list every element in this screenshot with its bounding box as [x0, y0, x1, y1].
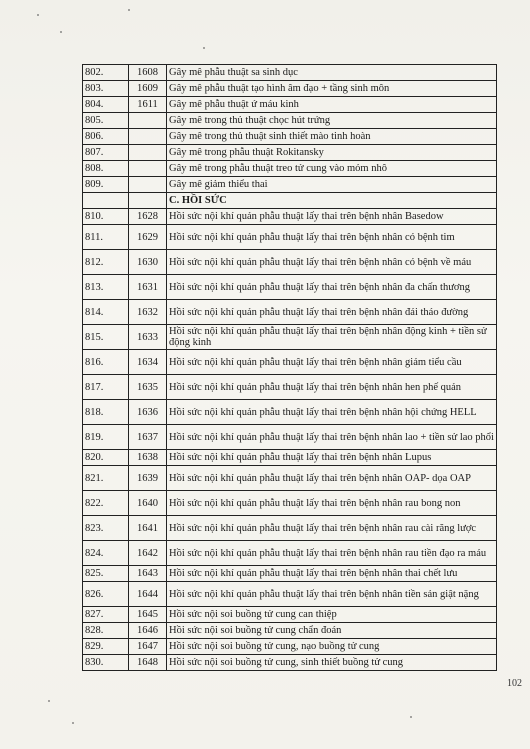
row-number: 830. [83, 655, 129, 671]
procedure-name: Gây mê trong phẫu thuật Rokitansky [167, 145, 497, 161]
procedure-name: Hồi sức nội khí quản phẫu thuật lấy thai trên bệnh nhân giảm tiểu cầu [167, 350, 497, 375]
procedure-code [129, 145, 167, 161]
procedure-code: 1644 [129, 582, 167, 607]
procedure-code [129, 193, 167, 209]
procedure-code: 1647 [129, 639, 167, 655]
procedure-name: Gây mê phẫu thuật tạo hình âm đạo + tầng sinh môn [167, 81, 497, 97]
scan-speck [128, 9, 130, 11]
table-row [83, 541, 497, 566]
row-number: 815. [83, 325, 129, 350]
scan-speck [37, 14, 39, 16]
table-row [83, 655, 497, 671]
procedure-code: 1638 [129, 450, 167, 466]
row-number: 809. [83, 177, 129, 193]
table-row [83, 400, 497, 425]
procedure-name: Hồi sức nội soi buồng tử cung can thiệp [167, 607, 497, 623]
procedure-name: Hồi sức nội khí quản phẫu thuật lấy thai trên bệnh nhân lao + tiền sử lao phổi [167, 425, 497, 450]
row-number: 805. [83, 113, 129, 129]
procedure-name: Hồi sức nội khí quản phẫu thuật lấy thai trên bệnh nhân thai chết lưu [167, 566, 497, 582]
row-number: 828. [83, 623, 129, 639]
procedure-name: Hồi sức nội khí quản phẫu thuật lấy thai trên bệnh nhân hen phế quản [167, 375, 497, 400]
procedure-code: 1611 [129, 97, 167, 113]
table-row [83, 491, 497, 516]
procedure-code: 1643 [129, 566, 167, 582]
table-row [83, 607, 497, 623]
procedure-table [82, 64, 497, 671]
section-header-row [83, 193, 497, 209]
table-row [83, 81, 497, 97]
row-number: 808. [83, 161, 129, 177]
row-number: 820. [83, 450, 129, 466]
procedure-name: Hồi sức nội khí quản phẫu thuật lấy thai trên bệnh nhân Lupus [167, 450, 497, 466]
section-title: C. HỒI SỨC [167, 193, 497, 209]
table-row [83, 450, 497, 466]
table-row [83, 300, 497, 325]
table-row [83, 350, 497, 375]
procedure-name: Gây mê phẫu thuật ứ máu kinh [167, 97, 497, 113]
scan-speck [48, 700, 50, 702]
table-row [83, 145, 497, 161]
procedure-code: 1628 [129, 209, 167, 225]
row-number: 817. [83, 375, 129, 400]
row-number: 806. [83, 129, 129, 145]
table-row [83, 225, 497, 250]
procedure-name: Hồi sức nội khí quản phẫu thuật lấy thai trên bệnh nhân đa chấn thương [167, 275, 497, 300]
procedure-name: Hồi sức nội khí quản phẫu thuật lấy thai trên bệnh nhân tiền sản giật nặng [167, 582, 497, 607]
row-number: 819. [83, 425, 129, 450]
procedure-name: Hồi sức nội khí quản phẫu thuật lấy thai trên bệnh nhân rau tiền đạo ra máu [167, 541, 497, 566]
procedure-code [129, 113, 167, 129]
procedure-code: 1635 [129, 375, 167, 400]
procedure-code: 1633 [129, 325, 167, 350]
procedure-code: 1639 [129, 466, 167, 491]
row-number: 814. [83, 300, 129, 325]
row-number: 804. [83, 97, 129, 113]
procedure-code: 1637 [129, 425, 167, 450]
procedure-code: 1629 [129, 225, 167, 250]
row-number: 827. [83, 607, 129, 623]
table-row [83, 425, 497, 450]
procedure-name: Hồi sức nội soi buồng tử cung, nạo buồng tử cung [167, 639, 497, 655]
procedure-name: Hồi sức nội khí quản phẫu thuật lấy thai trên bệnh nhân rau cài răng lược [167, 516, 497, 541]
procedure-code: 1608 [129, 65, 167, 81]
procedure-name: Hồi sức nội khí quản phẫu thuật lấy thai trên bệnh nhân có bệnh tim [167, 225, 497, 250]
row-number: 823. [83, 516, 129, 541]
scan-speck [410, 716, 412, 718]
procedure-name: Gây mê trong thủ thuật chọc hút trứng [167, 113, 497, 129]
procedure-name: Hồi sức nội khí quản phẫu thuật lấy thai trên bệnh nhân Basedow [167, 209, 497, 225]
procedure-code [129, 129, 167, 145]
table-row [83, 639, 497, 655]
row-number: 807. [83, 145, 129, 161]
procedure-code: 1648 [129, 655, 167, 671]
row-number: 826. [83, 582, 129, 607]
procedure-table-body [83, 65, 497, 671]
table-row [83, 177, 497, 193]
row-number: 803. [83, 81, 129, 97]
procedure-name: Hồi sức nội khí quản phẫu thuật lấy thai trên bệnh nhân động kinh + tiền sử động kinh [167, 325, 497, 350]
table-row [83, 97, 497, 113]
procedure-name: Gây mê giảm thiểu thai [167, 177, 497, 193]
procedure-code [129, 177, 167, 193]
procedure-code: 1646 [129, 623, 167, 639]
procedure-name: Gây mê trong thủ thuật sinh thiết mào tinh hoàn [167, 129, 497, 145]
table-row [83, 566, 497, 582]
procedure-name: Hồi sức nội khí quản phẫu thuật lấy thai trên bệnh nhân có bệnh về máu [167, 250, 497, 275]
table-row [83, 209, 497, 225]
procedure-code [129, 161, 167, 177]
procedure-name: Hồi sức nội khí quản phẫu thuật lấy thai trên bệnh nhân OAP- dọa OAP [167, 466, 497, 491]
procedure-code: 1642 [129, 541, 167, 566]
procedure-code: 1631 [129, 275, 167, 300]
scan-speck [60, 31, 62, 33]
procedure-code: 1630 [129, 250, 167, 275]
table-row [83, 129, 497, 145]
row-number: 810. [83, 209, 129, 225]
row-number: 802. [83, 65, 129, 81]
row-number: 824. [83, 541, 129, 566]
procedure-name: Hồi sức nội khí quản phẫu thuật lấy thai trên bệnh nhân đái tháo đường [167, 300, 497, 325]
table-row [83, 325, 497, 350]
procedure-code: 1645 [129, 607, 167, 623]
table-row [83, 623, 497, 639]
table-row [83, 466, 497, 491]
table-row [83, 113, 497, 129]
table-row [83, 65, 497, 81]
procedure-code: 1634 [129, 350, 167, 375]
table-row [83, 250, 497, 275]
row-number: 816. [83, 350, 129, 375]
table-row [83, 375, 497, 400]
page-number: 102 [507, 678, 522, 689]
table-row [83, 582, 497, 607]
procedure-name: Hồi sức nội soi buồng tử cung, sinh thiết buồng tử cung [167, 655, 497, 671]
table-row [83, 275, 497, 300]
procedure-name: Hồi sức nội khí quản phẫu thuật lấy thai trên bệnh nhân hội chứng HELL [167, 400, 497, 425]
procedure-code: 1640 [129, 491, 167, 516]
row-number: 825. [83, 566, 129, 582]
procedure-name: Hồi sức nội khí quản phẫu thuật lấy thai trên bệnh nhân rau bong non [167, 491, 497, 516]
procedure-code: 1609 [129, 81, 167, 97]
procedure-code: 1632 [129, 300, 167, 325]
scan-speck [72, 722, 74, 724]
row-number: 813. [83, 275, 129, 300]
row-number: 811. [83, 225, 129, 250]
row-number: 812. [83, 250, 129, 275]
procedure-name: Gây mê phẫu thuật sa sinh dục [167, 65, 497, 81]
row-number: 822. [83, 491, 129, 516]
row-number: 829. [83, 639, 129, 655]
table-row [83, 161, 497, 177]
table-row [83, 516, 497, 541]
scan-speck [203, 47, 205, 49]
procedure-name: Hồi sức nội soi buồng tử cung chẩn đoán [167, 623, 497, 639]
procedure-name: Gây mê trong phẫu thuật treo tử cung vào mỏm nhô [167, 161, 497, 177]
procedure-code: 1641 [129, 516, 167, 541]
row-number [83, 193, 129, 209]
row-number: 821. [83, 466, 129, 491]
row-number: 818. [83, 400, 129, 425]
procedure-code: 1636 [129, 400, 167, 425]
